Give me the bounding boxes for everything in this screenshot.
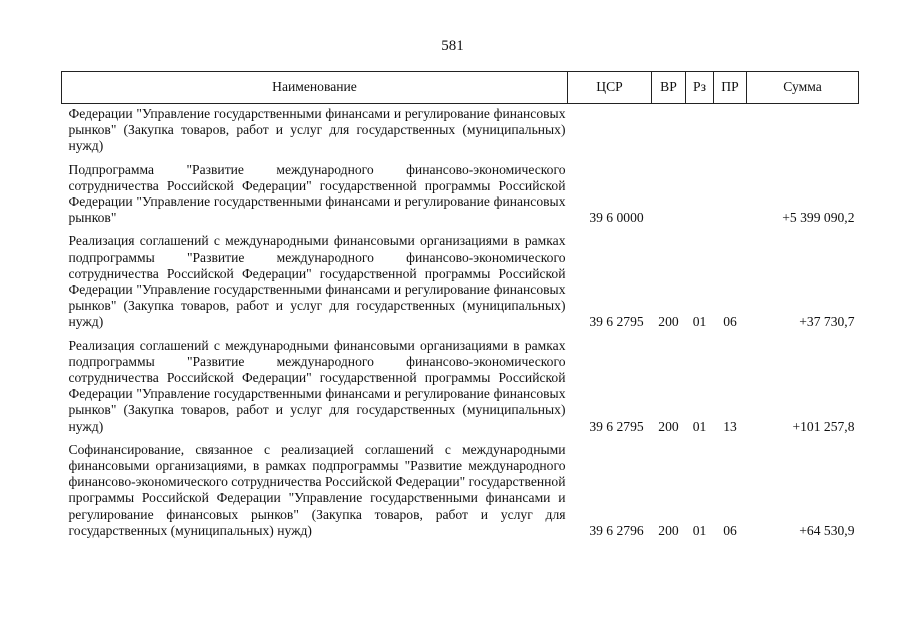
table-row [62,435,859,539]
row-pr: 06 [723,314,737,330]
header-row [62,72,859,104]
budget-table [61,71,859,539]
row-vr: 200 [658,522,679,538]
header-name: Наименование [62,72,568,104]
table-row [62,331,859,435]
row-csr: 39 6 0000 [589,210,644,226]
row-rz: 01 [692,418,707,434]
row-sum [747,104,859,155]
row-rz [686,104,714,155]
row-sum: +5 399 090,2 [782,210,855,226]
table-row [62,104,859,155]
row-name: Подпрограмма "Развитие международного финансово-экономического сотрудничества Российской Федерации" государственной программы Российской Федерации "Управление государственными финансами и регулирование финансовых рынков" [68,161,566,226]
row-csr: 39 6 2795 [589,418,644,434]
table-row [62,155,859,227]
header-vr: ВР [652,72,686,104]
row-name: Реализация соглашений с международными финансовыми организациями в рамках подпрограммы "Развитие международного финансово-экономического сотрудничества Российской Федерации" государственной программы Российской Федерации "Управление государственными финансами и регулирование финансовых рынков" (Закупка товаров, работ и услуг для государственных (муниципальных) нужд) [68,233,566,330]
table-row [62,226,859,330]
table-header [62,72,859,104]
header-rz: Рз [686,72,714,104]
row-rz: 01 [692,314,707,330]
row-pr [714,104,747,155]
row-sum: +37 730,7 [799,314,855,330]
row-name: Реализация соглашений с международными финансовыми организациями в рамках подпрограммы "Развитие международного финансово-экономического сотрудничества Российской Федерации" государственной программы Российской Федерации "Управление государственными финансами и регулирование финансовых рынков" (Закупка товаров, работ и услуг для государственных (муниципальных) нужд) [68,337,566,434]
header-pr: ПР [714,72,747,104]
row-vr [652,104,686,155]
page-number: 581 [441,38,464,54]
table-body [62,104,859,540]
row-name: Федерации "Управление государственными финансами и регулирование финансовых рынков" (Закупка товаров, работ и услуг для государственных (муниципальных) нужд) [68,106,566,154]
row-pr: 06 [723,522,737,538]
row-vr [652,155,686,227]
header-csr: ЦСР [568,72,652,104]
row-vr: 200 [658,418,679,434]
row-csr: 39 6 2795 [589,314,644,330]
row-rz: 01 [692,522,707,538]
row-csr [568,104,652,155]
row-sum: +101 257,8 [792,418,855,434]
row-pr [714,155,747,227]
header-sum: Сумма [747,72,859,104]
row-rz [686,155,714,227]
row-pr: 13 [723,418,737,434]
row-csr: 39 6 2796 [589,522,644,538]
row-name: Софинансирование, связанное с реализацией соглашений с международными финансовыми организациями, в рамках подпрограммы "Развитие международного финансово-экономического сотрудничества Российской Федерации" государственной программы Российской Федерации "Управление государственными финансами и регулирование финансовых рынков" (Закупка товаров, работ и услуг для государственных (муниципальных) нужд) [68,441,566,538]
row-sum: +64 530,9 [799,522,855,538]
row-vr: 200 [658,314,679,330]
